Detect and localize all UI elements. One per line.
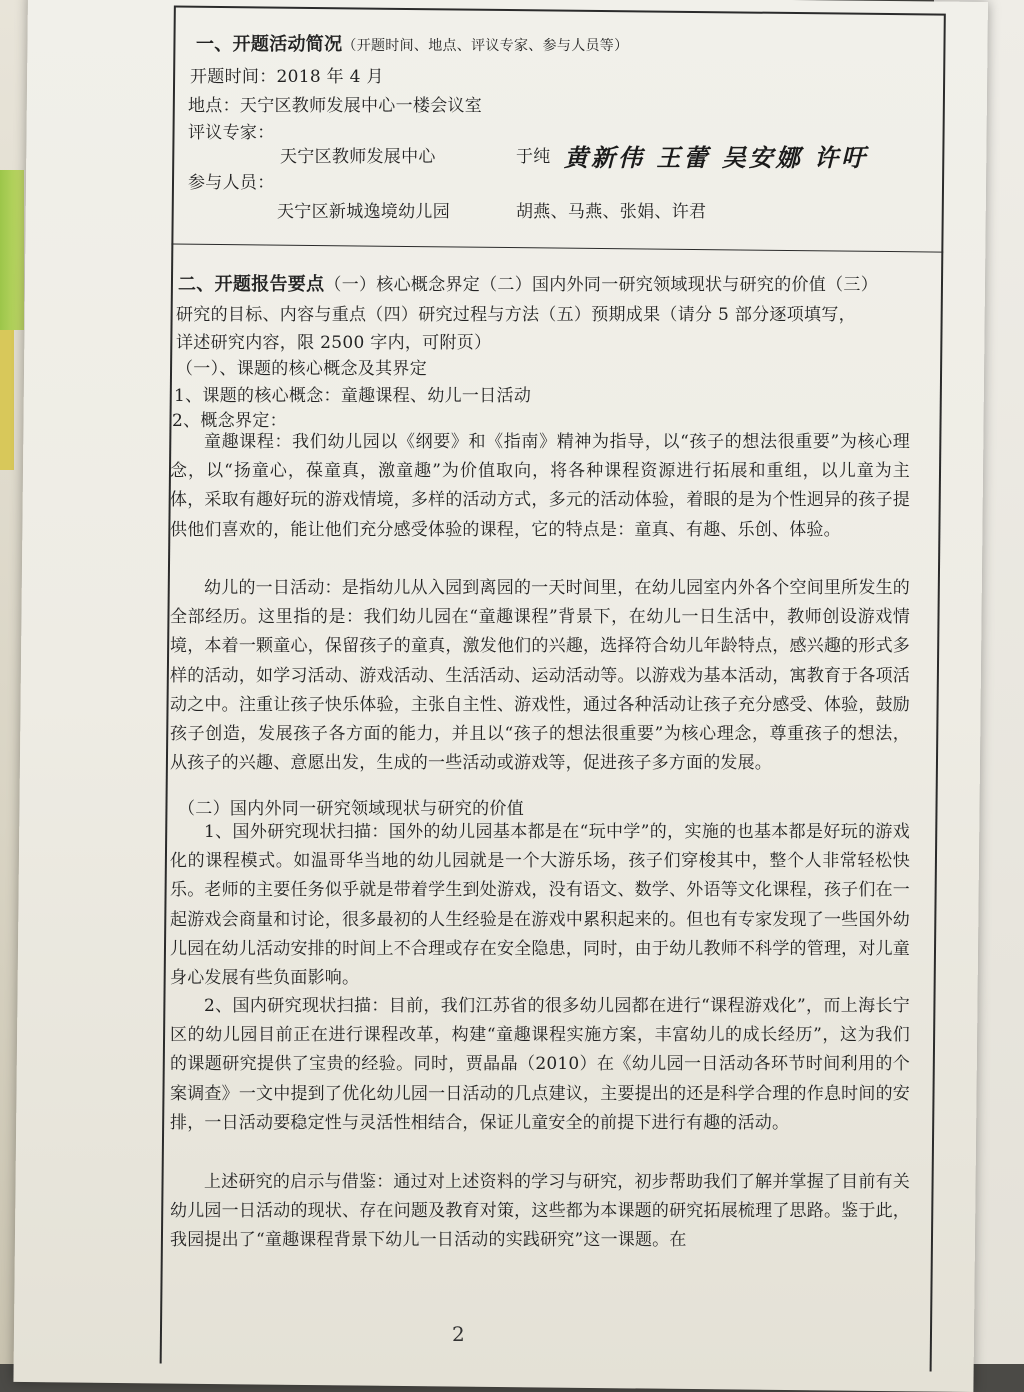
paragraph-domestic-research: 2、国内研究现状扫描：目前，我们江苏省的很多幼儿园都在进行“课程游戏化”，而上海长宁区的幼儿园目前正在进行课程改革，构建“童趣课程实施方案，丰富幼儿的成长经历”，这为我们的课题研究提供了宝贵的经验。同时，贾晶晶（2010）在《幼儿园一日活动各环节时间利用的个案调查》一文中提到了优化幼儿园一日活动的几点建议，主要提出的还是科学合理的作息时间的安排，一日活动要稳定性与灵活性相结合，保证儿童安全的前提下进行有趣的活动。 xyxy=(170,996,910,1133)
experts-printed-name: 于纯 xyxy=(516,147,551,167)
paragraph-daily-activities: 幼儿的一日活动：是指幼儿从入园到离园的一天时间里，在幼儿园室内外各个空间里所发生的全部经历。这里指的是：我们幼儿园在“童趣课程”背景下，在幼儿一日生活中，教师创设游戏情境，本着一颗童心，保留孩子的童真，激发他们的兴趣，选择符合幼儿年龄特点，感兴趣的形式多样的活动，如学习活动、游戏活动、生活活动、运动活动等。以游戏为基本活动，寓教育于各项活动之中。注重让孩子快乐体验，主张自主性、游戏性，通过各种活动让孩子充分感受、体验，鼓励孩子创造，发展孩子各方面的能力，并且以“孩子的想法很重要”为核心理念，尊重孩子的想法，从孩子的兴趣、意愿出发，生成的一些活动或游戏等，促进孩子多方面的发展。 xyxy=(170,578,910,774)
paragraph-insights: 上述研究的启示与借鉴：通过对上述资料的学习与研究，初步帮助我们了解并掌握了目前有关幼儿园一日活动的现状、存在问题及教育对策，这些都为本课题的研究拓展梳理了思路。鉴于此，我园提出了“童趣课程背景下幼儿一日活动的实践研究”这一课题。在 xyxy=(170,1172,910,1251)
section2-heading-rest: （一）核心概念界定（二）国内外同一研究领域现状与研究的价值（三） xyxy=(324,275,879,295)
background-yellow-object xyxy=(0,330,14,470)
section2-heading-line1 xyxy=(178,270,878,296)
section1-heading-note: （开题时间、地点、评议专家、参与人员等） xyxy=(342,38,629,54)
item-core-concepts: 1、课题的核心概念：童趣课程、幼儿一日活动 xyxy=(174,386,532,406)
section2-heading: 二、开题报告要点 xyxy=(178,274,325,295)
section1-heading-text: 一、开题活动简况 xyxy=(196,34,343,55)
opening-time: 开题时间：2018 年 4 月 xyxy=(190,67,384,87)
paragraph-tongqu-curriculum: 童趣课程：我们幼儿园以《纲要》和《指南》精神为指导，以“孩子的想法很重要”为核心理念，以“扬童心，葆童真，激童趣”为价值取向，将各种课程资源进行拓展和重组，以儿童为主体，采取有趣好玩的游戏情境，多样的活动方式，多元的活动体验，着眼的是为个性迥异的孩子提供他们喜欢的，能让他们充分感受体验的课程，它的特点是：童真、有趣、乐创、体验。 xyxy=(170,432,910,540)
page-number: 2 xyxy=(452,1322,465,1346)
section2-heading-line3: 详述研究内容，限 2500 字内，可附页） xyxy=(176,333,492,353)
paragraph-foreign-research: 1、国外研究现状扫描：国外的幼儿园基本都是在“玩中学”的，实施的也基本都是好玩的游戏化的课程模式。如温哥华当地的幼儿园就是一个大游乐场，孩子们穿梭其中，整个人非常轻松快乐。老师的主要任务似乎就是带着学生到处游戏，没有语文、数学、外语等文化课程，孩子们在一起游戏会商量和讨论，很多最初的人生经验是在游戏中累积起来的。但也有专家发现了一些国外幼儿园在幼儿活动安排的时间上不合理或存在安全隐患，同时，由于幼儿教师不科学的管理，对儿童身心发展有些负面影响。 xyxy=(170,822,910,989)
participants-org: 天宁区新城逸境幼儿园 xyxy=(277,202,450,222)
section1-heading xyxy=(196,30,628,56)
participants-label: 参与人员： xyxy=(188,173,275,193)
participants-names: 胡燕、马燕、张娟、许君 xyxy=(516,202,707,222)
subheading-research-status: （二）国内外同一研究领域现状与研究的价值 xyxy=(178,799,524,819)
experts-org: 天宁区教师发展中心 xyxy=(280,147,436,167)
experts-label: 评议专家： xyxy=(188,123,275,143)
background-green-object xyxy=(0,170,24,330)
item-definitions: 2、概念界定： xyxy=(172,411,287,431)
subheading-core-concepts: （一）、课题的核心概念及其界定 xyxy=(176,359,427,379)
opening-place: 地点：天宁区教师发展中心一楼会议室 xyxy=(188,96,483,116)
experts-handwritten-names: 黄新伟 王蕾 吴安娜 许吁 xyxy=(564,144,869,172)
section2-heading-line2: 研究的目标、内容与重点（四）研究过程与方法（五）预期成果（请分 5 部分逐项填写， xyxy=(176,305,856,325)
